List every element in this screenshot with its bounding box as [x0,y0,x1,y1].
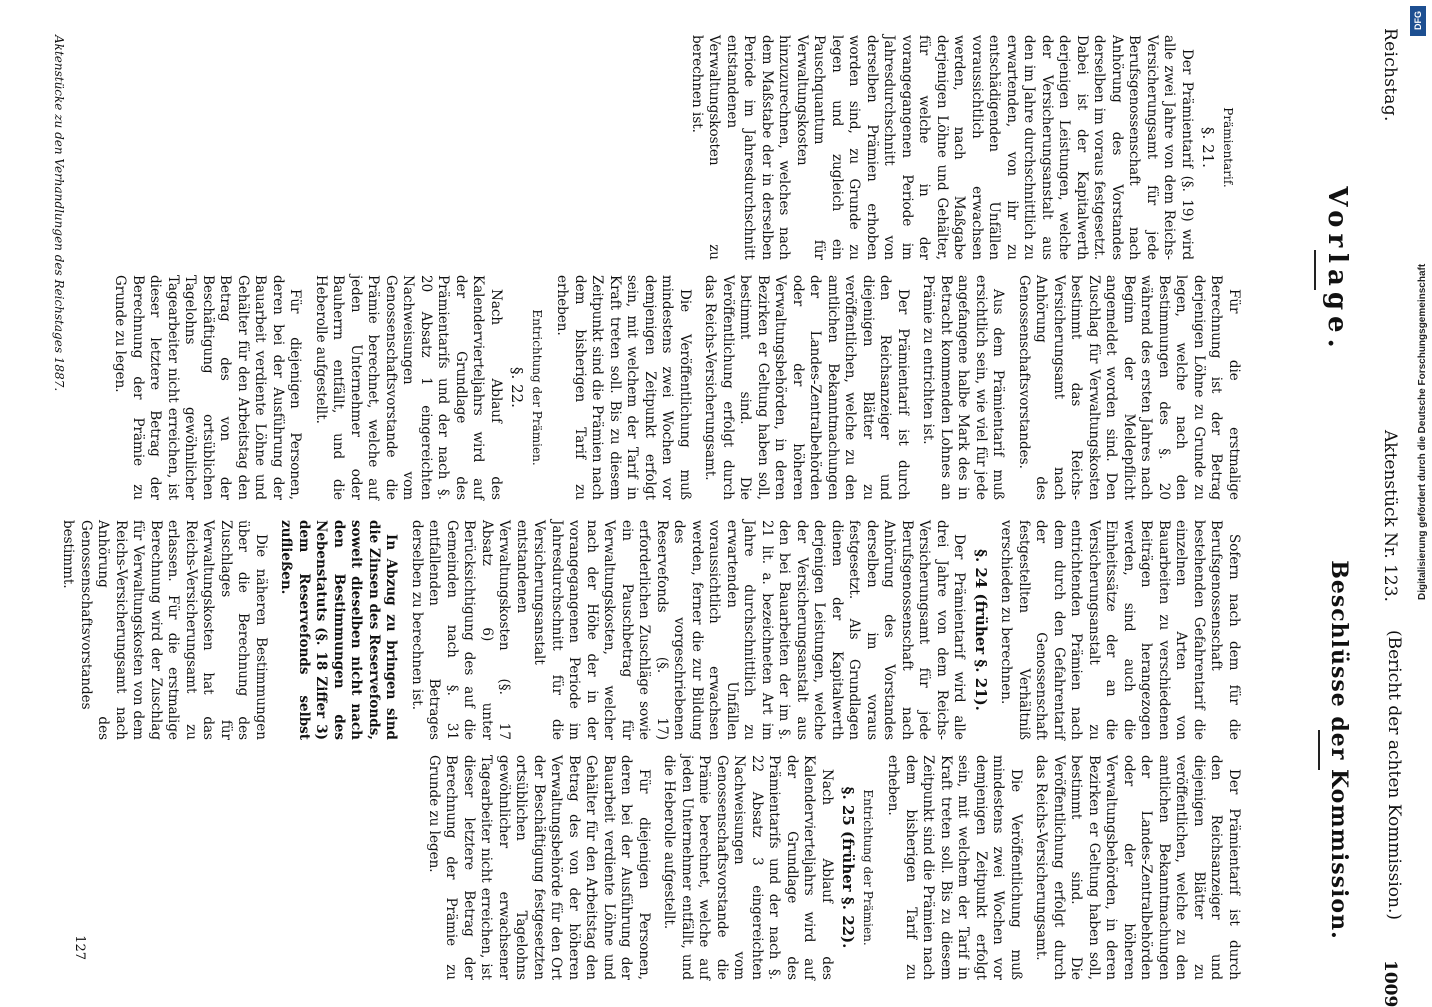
subheading: Entrichtung der Prämien. [861,789,875,946]
page-number: 1009 [1380,960,1400,1007]
title-rule [1314,250,1316,290]
beschluesse-title: Beschlüsse der Kommission. [1326,560,1352,940]
body-paragraph: Aus dem Prämientarif muß ersichtlich sein, wie viel für jede angefangene halbe Mark des in Betracht kommenden Lohnes an Prämie zu entrichten ist. [920,275,1007,500]
body-paragraph: Für die erstmalige Berechnung ist der Betrag derjenigen Löhne zu Grunde zu legen, welche nach den Bestimmungen des §. 20 während des ersten Jahres nach Beginn der Meldepflicht angemeldet worden sind. Den Zuschlag für Verwaltungskosten bestimmt das Reichs-Versicherungsamt nach Anhörung des Genossenschaftsvorstandes. [1016,275,1242,500]
body-paragraph: Die näheren Bestimmungen über die Berechnung des Zuschlages für Verwaltungskosten hat das Reichs-Versicherungsamt zu erlassen. Für die erstmalige Berechnung wird der Zuschlag für Verwaltungskosten von dem Reichs-Versicherungsamt nach Anhörung des Genossenschaftsvorstandes bestimmt. [60,520,269,740]
paragraph-number: §. 22. [508,367,527,408]
running-head-center: Aktenstück Nr. 123. [1380,430,1400,602]
body-paragraph: Der Prämientarif wird alle drei Jahre von dem Reichs-Versicherungsamt für jede Berufsgenossenschaft nach Anhörung des Vorstandes derselben im voraus festgesetzt. Als Grundlagen dienen der Kapitalwerth derjenigen Leistungen, welche der Versicherungsanstalt aus den bei Bauarbeiten der im §. 21 lit. a. bezeichneten Art im Jahre durchschnittlich zu erwartenden Unfällen voraussichtlich erwachsen werden, ferner die zur Bildung des vorgeschriebenen Reservefonds (§. 17) erforderlichen Zuschläge sowie ein Pauschbetrag für Verwaltungskosten, welcher nach der Höhe der in der vorangegangenen Periode im Jahresdurchschnitt für die Versicherungsanstalt entstandenen Verwaltungskosten (§. 17 Absatz 6) unter Berücksichtigung des auf die Gemeinden nach §. 31 entfallenden Betrages derselben zu berechnen ist. [409,520,968,740]
paragraph-number: §. 21. [1199,127,1218,168]
running-head-right: (Bericht der achten Kommission.) [1384,629,1404,920]
digitization-note: Digitalisierung gefördert durch die Deutsche Forschungsgemeinschaft [1417,263,1428,600]
running-head-left: Reichstag. [1380,28,1400,122]
vorlage-title: Vorlage. [1322,186,1352,354]
body-paragraph: Für diejenigen Personen, deren bei der Ausführung der Bauarbeit verdiente Löhne und Gehälter für den Arbeitstag den Betrag des von der Beschäftigung ortsüblichen Tagelohns gewöhnlicher Tagearbeiter nicht erreichen, ist dieser letztere Betrag der Berechnung der Prämie zu Grunde zu legen. [112,275,304,500]
beschluesse-column-1 [51,520,1242,740]
title-rule [1318,730,1320,770]
body-paragraph: Die Veröffentlichung muß mindestens zwei Wochen vor demjenigen Zeitpunkt erfolgt sein, mit welchem der Tarif in Kraft treten soll. Bis zu diesem Zeitpunkt sind die Prämien nach dem bisherigen Tarif zu erheben. [885,755,1024,980]
digitization-stamp [1410,0,1428,1000]
footnote: Aktenstücke zu den Verhandlungen des Reichstages 1887. [52,35,66,392]
body-paragraph: Der Prämientarif ist durch den Reichsanzeiger und diejenigen Blätter zu veröffentlichen, welche zu den amtlichen Bekanntmachungen der Landes-Zentralbehörden oder der höheren Verwaltungsbehörden, in deren Bezirken er Geltung haben soll, bestimmt sind. Die Veröffentlichung erfolgt durch das Reichs-Versicherungsamt. [702,275,911,500]
body-paragraph: Für diejenigen Personen, deren bei der Ausführung der Bauarbeit verdiente Löhne und Gehälter für den Arbeitstag den Betrag des von der höheren Verwaltungsbehörde für den Ort der Beschäftigung festgesetzten ortsüblichen Tagelohns gewöhnlicher erwachsener Tagearbeiter nicht erreichen, ist dieser letztere Betrag der Berechnung der Prämie zu Grunde zu legen. [426,755,652,980]
subheading: Entrichtung der Prämien. [530,309,544,466]
body-paragraph: Sofern nach dem für die Berufsgenossenschaft bestehenden Gefahrentarif die einzelnen Arten von Bauarbeiten zu verschiedenen Beiträgen herangezogen werden, sind auch die Einheitssätze der an die Versicherungsanstalt zu entrichtenden Prämien nach dem durch den Gefahrentarif der Genossenschaft festgestellten Verhältniß verschieden zu berechnen. [998,520,1242,740]
body-paragraph: Nach Ablauf des Kalendervierteljahrs wird auf der Grundlage des Prämientarifs und der nach §. 20 Absatz 1 eingereichten Nachweisungen vom Genossenschaftsvorstande die Prämie berechnet, welche auf jeden Unternehmer oder Bauherrn entfällt, und die Heberolle aufgestellt. [313,275,504,500]
vorlage-section [42,35,1362,505]
paragraph-number: §. 25 (früher §. 22). [839,786,858,949]
running-head [1370,10,1410,1007]
body-paragraph: Die Veröffentlichung muß mindestens zwei Wochen vor demjenigen Zeitpunkt erfolgt sein, mit welchem der Tarif in Kraft treten soll. Bis zu diesem Zeitpunkt sind die Prämien nach dem bisherigen Tarif zu erheben. [554,275,693,500]
paragraph-number: §. 24 (früher §. 21). [972,549,990,711]
vorlage-column-1 [680,35,1243,260]
folio-number: 127 [72,935,87,960]
body-paragraph: Der Prämientarif (§. 19) wird alle zwei Jahre von dem Reichs-Versicherungsamt für jede Berufsgenossenschaft nach Anhörung des Vorstandes derselben im voraus festgesetzt. Dabei ist der Kapitalwerth derjenigen Leistungen, welche der Versicherungsanstalt aus den im Jahre durchschnittlich zu erwartenden, von ihr zu entschädigenden Unfällen voraussichtlich erwachsen werden, nach Maßgabe derjenigen Löhne und Gehälter, für welche in der vorangegangenen Periode im Jahresdurchschnitt von derselben Prämien erhoben worden sind, zu Grunde zu legen und zugleich ein Pauschquantum für Verwaltungskosten hinzuzurechnen, welches nach dem Maßstabe der in derselben Periode im Jahresdurchschnitt entstandenen Verwaltungskosten zu berechnen ist. [689,35,1195,260]
body-paragraph: Der Prämientarif ist durch den Reichsanzeiger und diejenigen Blätter zu veröffentlichen, welche zu den amtlichen Bekanntmachungen der Landes-Zentralbehörden oder der höheren Verwaltungsbehörden, in deren Bezirken er Geltung haben soll, bestimmt sind. Die Veröffentlichung erfolgt durch das Reichs-Versicherungsamt. [1033,755,1242,980]
beschluesse-section [42,520,1362,980]
subheading: Prämientarif. [1221,107,1235,188]
body-paragraph: Nach Ablauf des Kalendervierteljahrs wird auf der Grundlage des Prämientarifs und der nach §. 22 Absatz 3 eingereichten Nachweisungen vom Genossenschaftsvorstande die Prämie berechnet, welche auf jeden Unternehmer entfällt, und die Heberolle aufgestellt. [661,755,835,980]
vorlage-column-2 [103,275,1242,500]
beschluesse-column-2 [417,755,1243,980]
body-paragraph-bold: In Abzug zu bringen sind die Zinsen des Reservefonds, soweit dieselben nicht nach den Bestimmungen des Nebenstatuts (§. 18 Ziffer 3) dem Reservefonds selbst zufließen. [278,520,400,740]
dfg-logo: DFG [1410,6,1426,36]
